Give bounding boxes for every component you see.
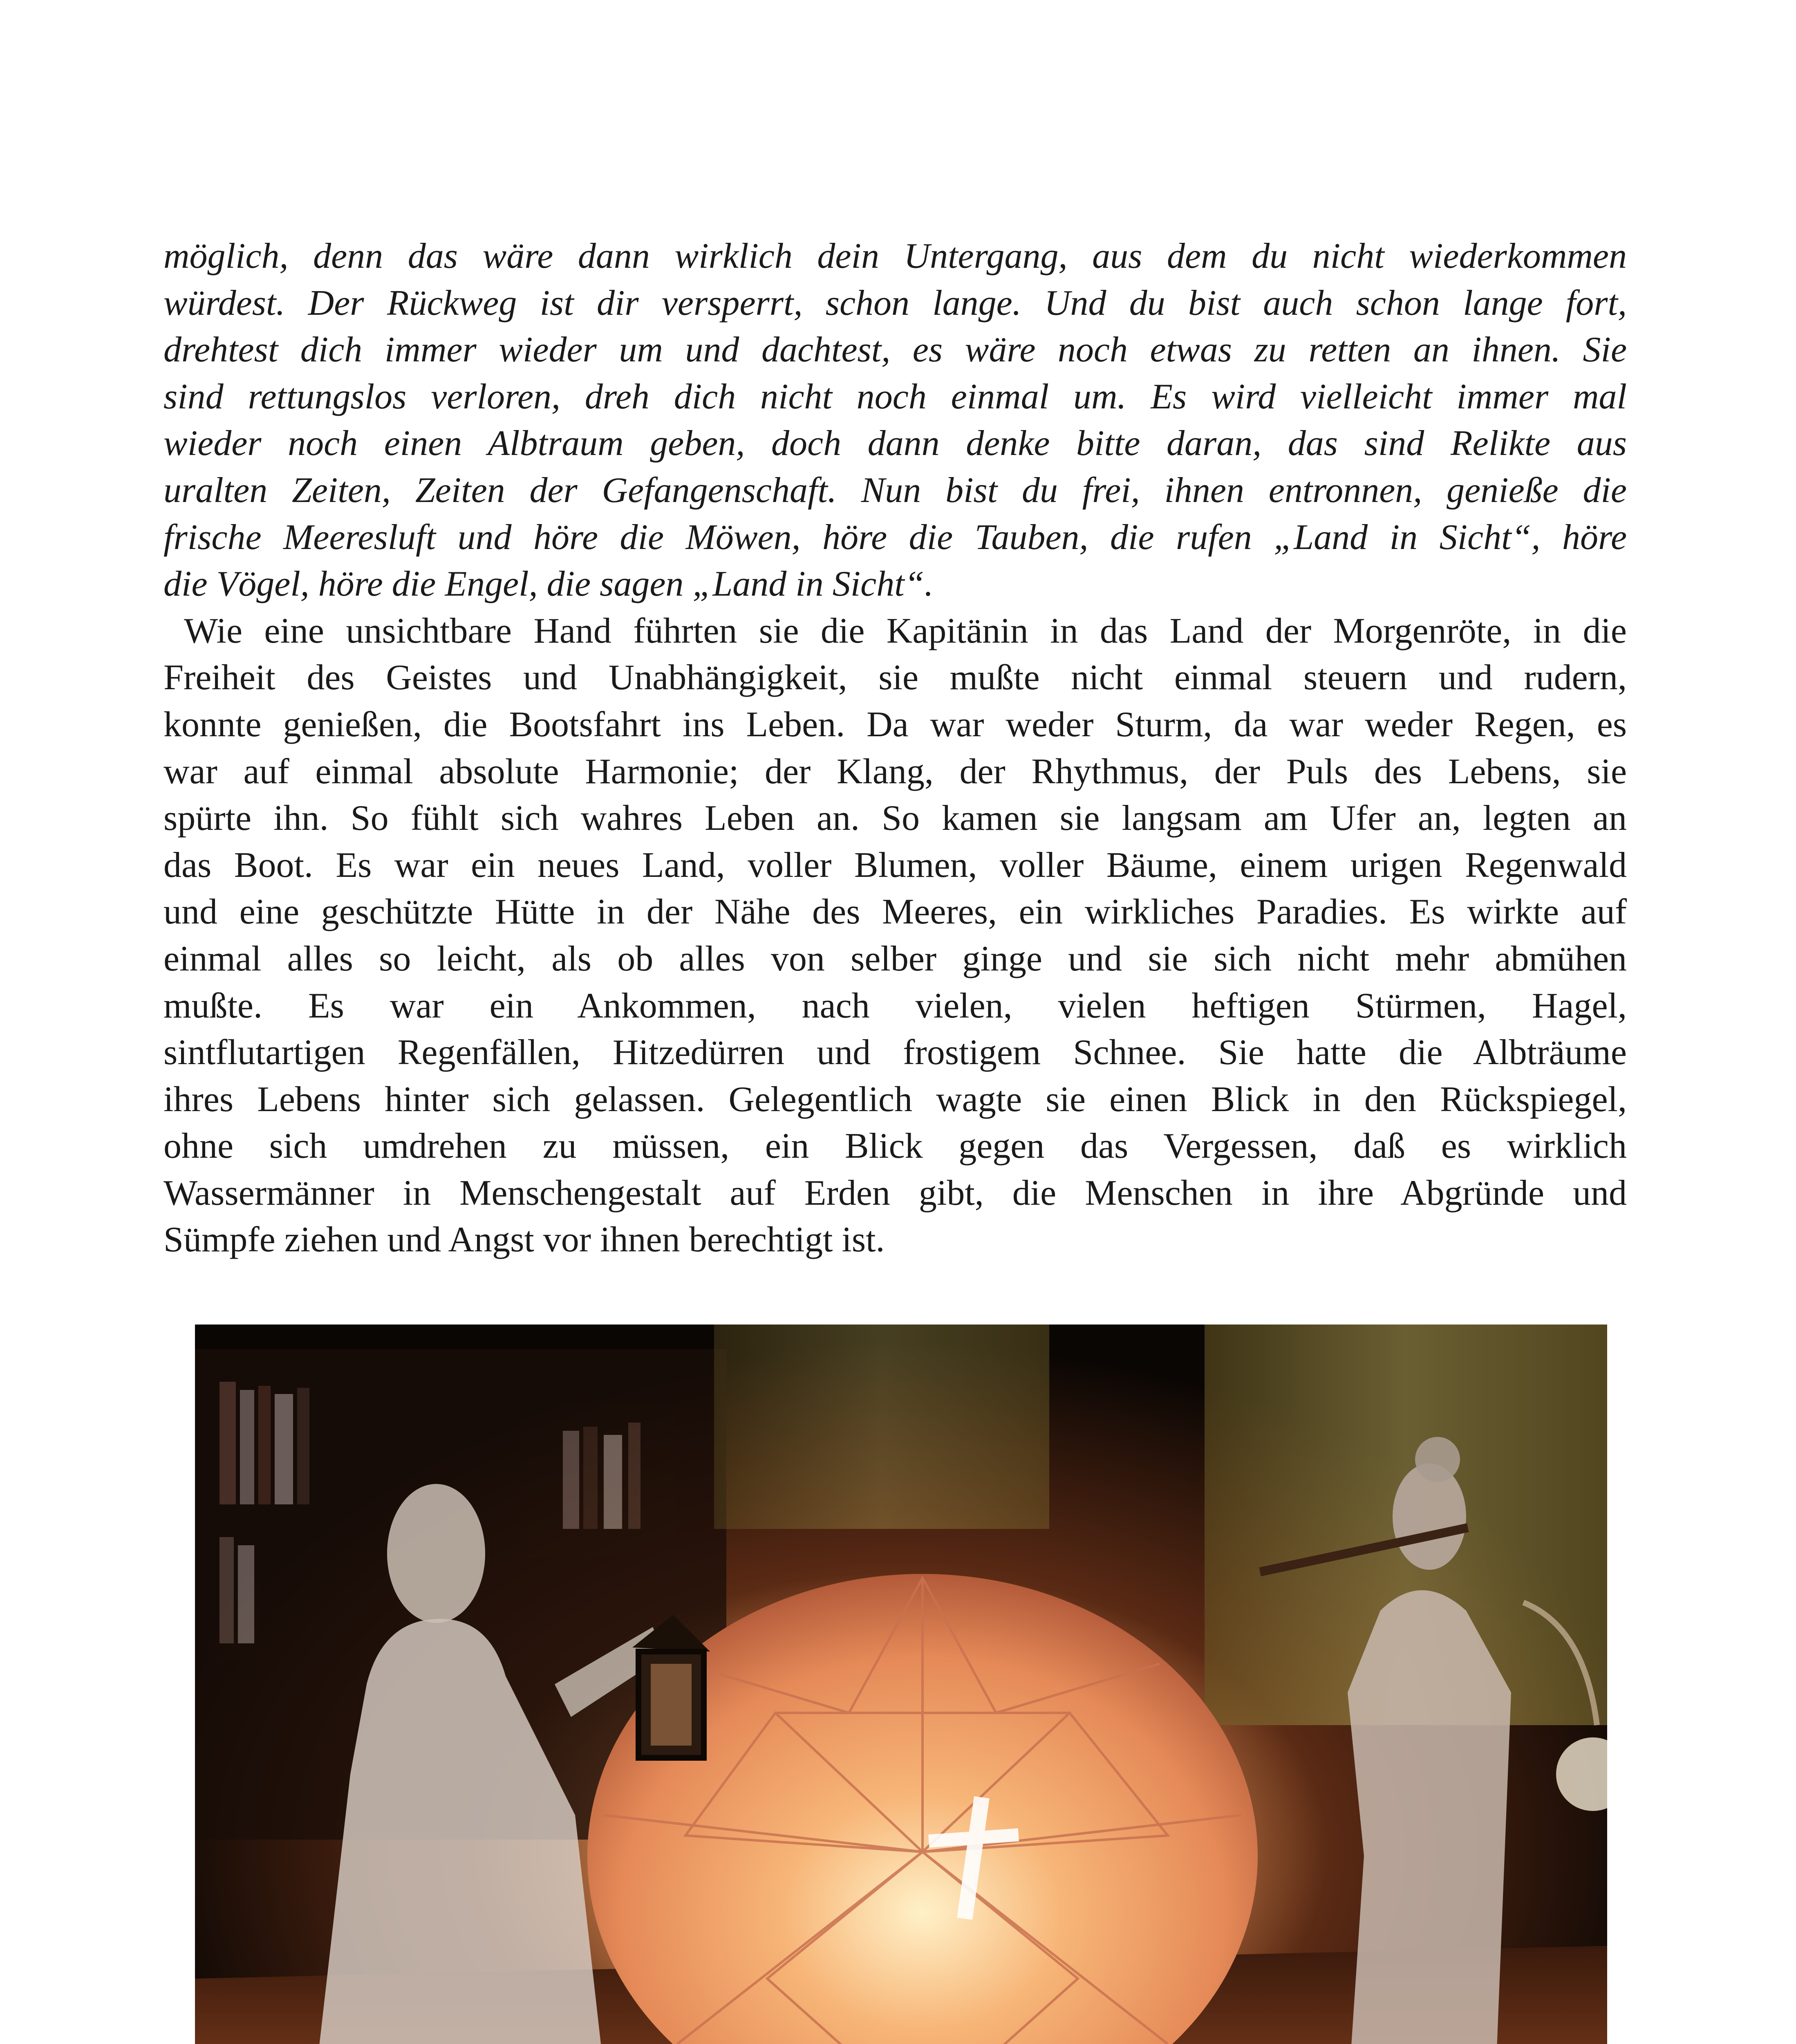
italic-line: frische Meeresluft und höre die Möwen, höre die Tauben, die rufen „Land in Sicht“, höre bbox=[163, 517, 1627, 557]
italic-line: drehtest dich immer wieder um und dachtest, es wäre noch etwas zu retten an ihnen. Sie bbox=[163, 330, 1627, 370]
curtain-back bbox=[714, 1325, 1049, 1529]
italic-line: die Vögel, höre die Engel, die sagen „Land in Sicht“. bbox=[163, 564, 934, 604]
italic-line: wieder noch einen Albtraum geben, doch dann denke bitte daran, das sind Relikte aus bbox=[163, 424, 1627, 464]
paragraph-line: Freiheit des Geistes und Unabhängigkeit, sie mußte nicht einmal steuern und rudern, bbox=[163, 658, 1627, 698]
paragraph-line: Wassermänner in Menschengestalt auf Erden gibt, die Menschen in ihre Abgründe und bbox=[163, 1173, 1627, 1213]
paragraph-line: mußte. Es war ein Ankommen, nach vielen, vielen heftigen Stürmen, Hagel, bbox=[163, 986, 1627, 1026]
paragraph-line: ohne sich umdrehen zu müssen, ein Blick gegen das Vergessen, daß es wirklich bbox=[163, 1126, 1627, 1166]
paragraph-line: Wie eine unsichtbare Hand führten sie die Kapitänin in das Land der Morgenröte, in die bbox=[184, 611, 1627, 651]
lantern-angels-photo bbox=[195, 1325, 1607, 2044]
paragraph-line: konnte genießen, die Bootsfahrt ins Leben. Da war weder Sturm, da war weder Regen, es bbox=[163, 704, 1627, 744]
paragraph-line: ihres Lebens hinter sich gelassen. Gelegentlich wagte sie einen Blick in den Rückspiegel, bbox=[163, 1079, 1627, 1119]
paragraph-line: sintflutartigen Regenfällen, Hitzedürren und frostigem Schnee. Sie hatte die Albträume bbox=[163, 1033, 1627, 1073]
paragraph-line: Sümpfe ziehen und Angst vor ihnen berechtigt ist. bbox=[163, 1220, 885, 1260]
photo-illustration bbox=[195, 1325, 1607, 2044]
italic-line: sind rettungslos verloren, dreh dich nicht noch einmal um. Es wird vielleicht immer mal bbox=[163, 377, 1627, 417]
italic-line: möglich, denn das wäre dann wirklich dein Untergang, aus dem du nicht wiederkommen bbox=[163, 236, 1627, 276]
italic-line: würdest. Der Rückweg ist dir versperrt, schon lange. Und du bist auch schon lange fort, bbox=[163, 283, 1627, 323]
italic-line: uralten Zeiten, Zeiten der Gefangenschaft. Nun bist du frei, ihnen entronnen, genieße die bbox=[163, 470, 1627, 510]
paragraph-line: war auf einmal absolute Harmonie; der Klang, der Rhythmus, der Puls des Lebens, sie bbox=[163, 751, 1627, 791]
paragraph-line: das Boot. Es war ein neues Land, voller Blumen, voller Bäume, einem urigen Regenwald bbox=[163, 845, 1627, 885]
paragraph-line: spürte ihn. So fühlt sich wahres Leben an. So kamen sie langsam am Ufer an, legten an bbox=[163, 798, 1627, 838]
paragraph-line: und eine geschützte Hütte in der Nähe des Meeres, ein wirkliches Paradies. Es wirkte auf bbox=[163, 892, 1627, 932]
body-text bbox=[163, 233, 1627, 1264]
paragraph-line: einmal alles so leicht, als ob alles von selber ginge und sie sich nicht mehr abmühen bbox=[163, 939, 1627, 979]
